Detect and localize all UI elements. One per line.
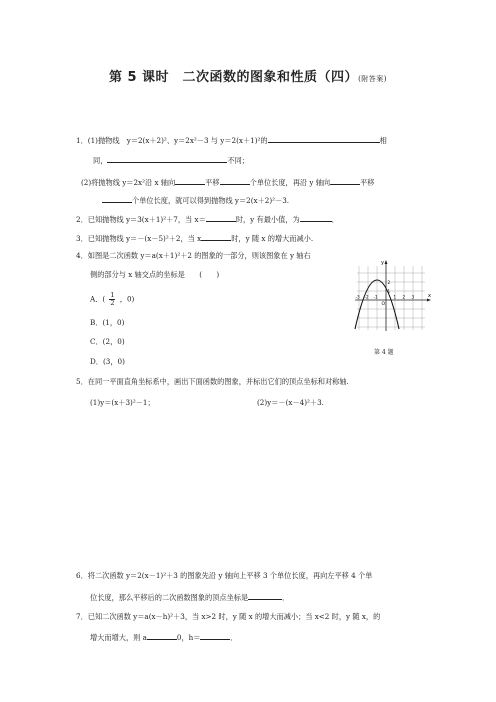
q3-line xyxy=(76,232,313,244)
page-title xyxy=(0,66,496,85)
q1-line4 xyxy=(102,194,289,206)
q7-blank-1[interactable] xyxy=(147,631,177,640)
q1-text-i: 个单位长度，就可以得到抛物线 y＝2(x＋2)²－3. xyxy=(132,196,290,205)
q3-text-a: 3．已知抛物线 y＝－(x－5)²＋2，当 x xyxy=(76,234,202,243)
q7-blank-2[interactable] xyxy=(200,631,230,640)
q2-text-a: 2．已知抛物线 y＝3(x＋1)²＋7，当 x＝ xyxy=(76,215,206,224)
fraction-denominator: 2 xyxy=(110,299,115,307)
q7-line1: 7．已知二次函数 y＝a(x－h)²＋3，当 x>2 时，y 随 x 的增大而减小；当 x<2 时，y 随 x，的 xyxy=(76,612,381,621)
q1-line2 xyxy=(93,154,249,166)
q7-text-b: 0，h＝ xyxy=(176,633,201,642)
q4-option-d[interactable]: D．(3，0) xyxy=(90,357,125,366)
q1-text-a: 1．(1)抛物线 y＝2(x＋2)²、y＝2x²－3 与 y＝2(x＋1)²的 xyxy=(76,136,268,145)
q7-text-c: ． xyxy=(230,633,238,642)
q2-text-b: 时，y 有最小值，为 xyxy=(235,215,300,224)
figure-x-tick: 1 xyxy=(393,294,397,300)
q3-blank-1[interactable] xyxy=(201,232,231,241)
q2-blank-2[interactable] xyxy=(300,213,332,222)
title-main: 第 5 课时 二次函数的图象和性质（四） xyxy=(108,70,359,85)
q1-blank-4[interactable] xyxy=(220,176,250,185)
q4-option-a-close: ，0) xyxy=(119,294,135,304)
q7-line2 xyxy=(90,631,238,643)
q5-part2: (2)y＝－(x－4)²＋3. xyxy=(257,398,324,407)
q1-text-e: (2)将抛物线 y＝2x²沿 x 轴向 xyxy=(81,178,176,187)
figure-x-tick: 2 xyxy=(402,294,406,300)
q4-figure xyxy=(353,258,433,332)
q7-text-a: 增大而增大，则 a xyxy=(90,633,147,642)
q1-blank-1[interactable] xyxy=(268,134,380,143)
q1-text-g: 个单位长度，再沿 y 轴向 xyxy=(249,178,331,187)
q4-option-a-open: A．( xyxy=(90,294,106,304)
q5-line: 5．在同一平面直角坐标系中，画出下面函数的图象，并标出它们的顶点坐标和对称轴. xyxy=(76,377,349,386)
q4-line2: 侧的部分与 x 轴交点的坐标是 ( ) xyxy=(90,270,220,279)
q4-option-b[interactable]: B．(1，0) xyxy=(90,318,125,327)
figure-x-tick: -1 xyxy=(373,294,378,300)
q1-blank-6[interactable] xyxy=(102,194,132,203)
q6-text-a: 位长度，那么平移后的二次函数图象的顶点坐标是 xyxy=(90,593,249,602)
figure-y-tick: 2 xyxy=(387,280,391,285)
q1-text-c: 同， xyxy=(93,156,108,165)
q3-text-b: 时，y 随 x 的增大而减小. xyxy=(231,234,314,243)
q2-text-c: ． xyxy=(331,215,339,224)
figure-y-arrow xyxy=(385,260,388,264)
q4-option-c[interactable]: C．(2，0) xyxy=(90,337,125,346)
title-sub: (附答案) xyxy=(358,75,388,83)
q1-blank-3[interactable] xyxy=(175,176,205,185)
fraction-numerator: 1 xyxy=(110,291,115,299)
q6-text-b: ． xyxy=(282,593,290,602)
q1-text-b: 相 xyxy=(379,136,387,145)
figure-x-tick: 3 xyxy=(411,294,415,300)
q1-blank-5[interactable] xyxy=(330,176,360,185)
figure-x-tick: -2 xyxy=(364,294,369,300)
q1-blank-2[interactable] xyxy=(107,154,227,163)
q6-blank-1[interactable] xyxy=(248,591,282,600)
q2-line xyxy=(76,213,339,225)
figure-x-tick: -3 xyxy=(355,294,360,300)
q1-text-f: 平移 xyxy=(205,178,220,187)
q1-line3 xyxy=(81,176,374,188)
figure-origin-label: O xyxy=(381,302,386,307)
q4-option-a-fraction xyxy=(109,292,115,307)
q5-part1: (1)y＝(x＋3)²－1； xyxy=(90,398,155,407)
figure-caption: 第 4 题 xyxy=(374,349,394,356)
q1-line1 xyxy=(76,134,387,146)
figure-x-label: x xyxy=(428,293,431,299)
q6-line2 xyxy=(90,591,289,603)
figure-y-tick: 1 xyxy=(387,289,391,294)
q4-option-a[interactable] xyxy=(90,292,134,307)
figure-y-label: y xyxy=(381,260,384,266)
q1-text-h: 平移 xyxy=(360,178,375,187)
q1-text-d: 不同； xyxy=(227,156,249,165)
q4-line1: 4．如图是二次函数 y＝a(x＋1)²＋2 的图象的一部分，则该图象在 y 轴右 xyxy=(76,251,311,260)
q2-blank-1[interactable] xyxy=(206,213,236,222)
q6-line1: 6．将二次函数 y＝2(x－1)²＋3 的图象先沿 y 轴向上平移 3 个单位长度，再向左平移 4 个单 xyxy=(76,571,373,580)
